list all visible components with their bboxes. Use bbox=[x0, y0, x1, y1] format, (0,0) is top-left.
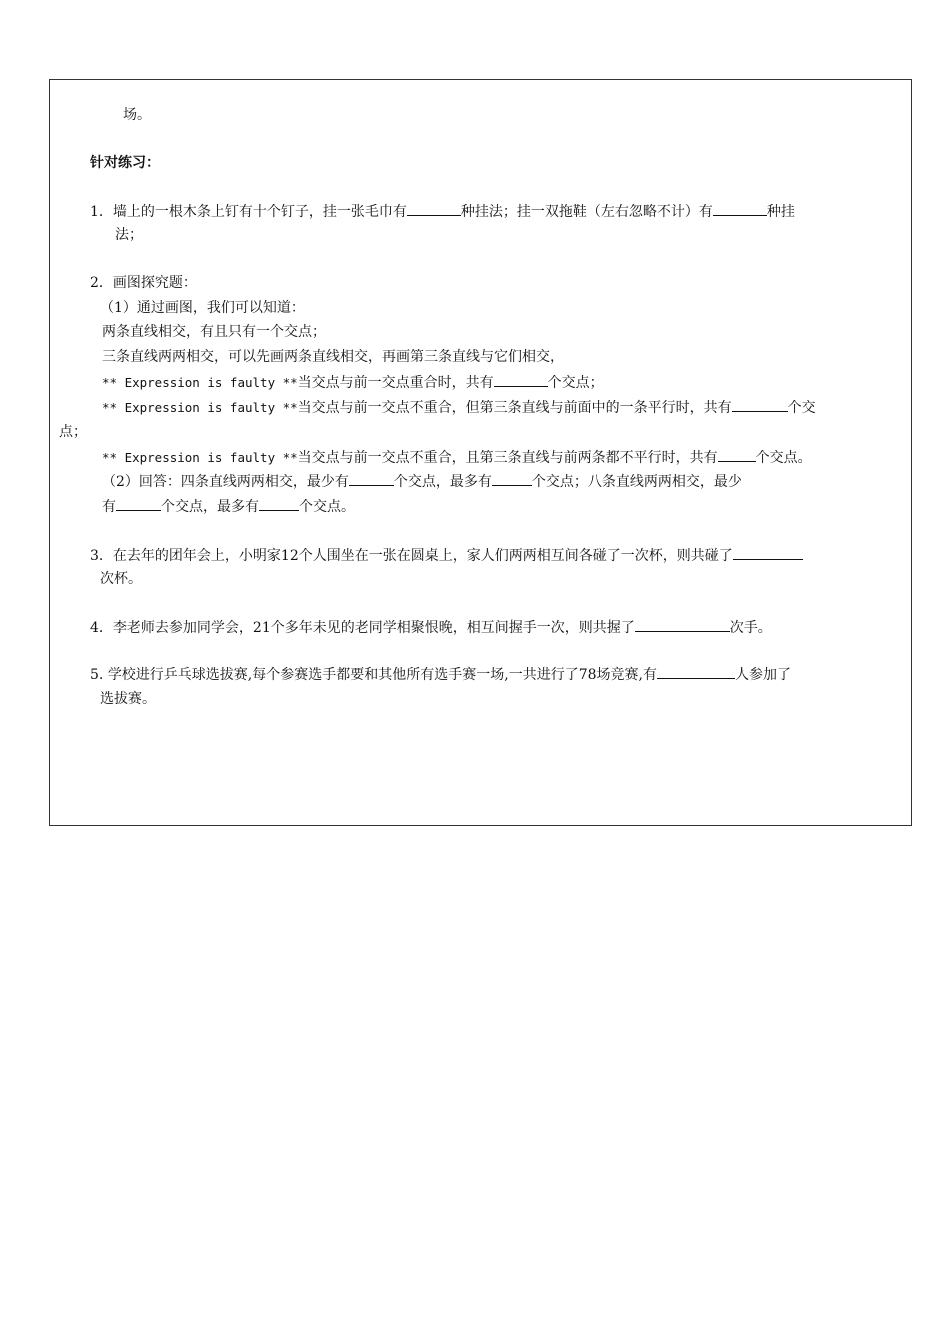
question-3: 3．在去年的团年会上，小明家12个人围坐在一张在圆桌上，家人们两两相互间各碰了一次杯，则共碰了 bbox=[90, 545, 803, 566]
answer-blank[interactable] bbox=[733, 545, 803, 560]
question-3-line2: 次杯。 bbox=[100, 571, 142, 587]
intro-text: 场。 bbox=[123, 107, 151, 123]
question-2-sub2: （2）回答：四条直线两两相交，最少有 个交点，最多有 个交点；八条直线两两相交，最少 bbox=[102, 471, 742, 492]
question-1-line2: 法； bbox=[115, 227, 143, 243]
question-2-line4-cont: 点； bbox=[59, 424, 87, 440]
answer-blank[interactable] bbox=[492, 471, 532, 486]
answer-blank[interactable] bbox=[635, 617, 730, 632]
answer-blank[interactable] bbox=[718, 447, 756, 462]
answer-blank[interactable] bbox=[407, 201, 461, 216]
question-2-line4: ** Expression is faulty **当交点与前一交点不重合，但第三条直线与前面中的一条平行时，共有 个交 bbox=[102, 397, 816, 418]
error-text: ** Expression is faulty ** bbox=[102, 400, 298, 415]
answer-blank[interactable] bbox=[259, 496, 299, 511]
answer-blank[interactable] bbox=[732, 397, 788, 412]
error-text: ** Expression is faulty ** bbox=[102, 450, 298, 465]
question-2-line3: ** Expression is faulty **当交点与前一交点重合时，共有 个交点； bbox=[102, 372, 604, 393]
answer-blank[interactable] bbox=[116, 496, 161, 511]
question-2-title: 2．画图探究题： bbox=[90, 275, 197, 291]
section-title: 针对练习： bbox=[90, 155, 160, 171]
question-5-line2: 选拔赛。 bbox=[100, 691, 156, 707]
question-1: 1．墙上的一根木条上钉有十个钉子，挂一张毛巾有 种挂法；挂一双拖鞋（左右忽略不计）有 种挂 bbox=[90, 201, 795, 222]
answer-blank[interactable] bbox=[349, 471, 394, 486]
question-2-line5: ** Expression is faulty **当交点与前一交点不重合，且第三条直线与前两条都不平行时，共有 个交点。 bbox=[102, 447, 812, 468]
error-text: ** Expression is faulty ** bbox=[102, 375, 298, 390]
question-2-line2: 三条直线两两相交，可以先画两条直线相交，再画第三条直线与它们相交， bbox=[102, 349, 564, 365]
question-2-sub1: （1）通过画图，我们可以知道： bbox=[100, 300, 305, 316]
answer-blank[interactable] bbox=[494, 372, 548, 387]
answer-blank[interactable] bbox=[657, 664, 735, 679]
question-2-sub2-line2: 有 个交点，最多有 个交点。 bbox=[102, 496, 355, 517]
answer-blank[interactable] bbox=[713, 201, 767, 216]
question-4: 4．李老师去参加同学会，21个多年未见的老同学相聚恨晚，相互间握手一次，则共握了 次手。 bbox=[90, 617, 772, 638]
question-5: 5. 学校进行乒乓球选拔赛,每个参赛选手都要和其他所有选手赛一场,一共进行了78场竞赛,有 人参加了 bbox=[90, 664, 791, 685]
question-2-line1: 两条直线相交，有且只有一个交点； bbox=[102, 324, 326, 340]
